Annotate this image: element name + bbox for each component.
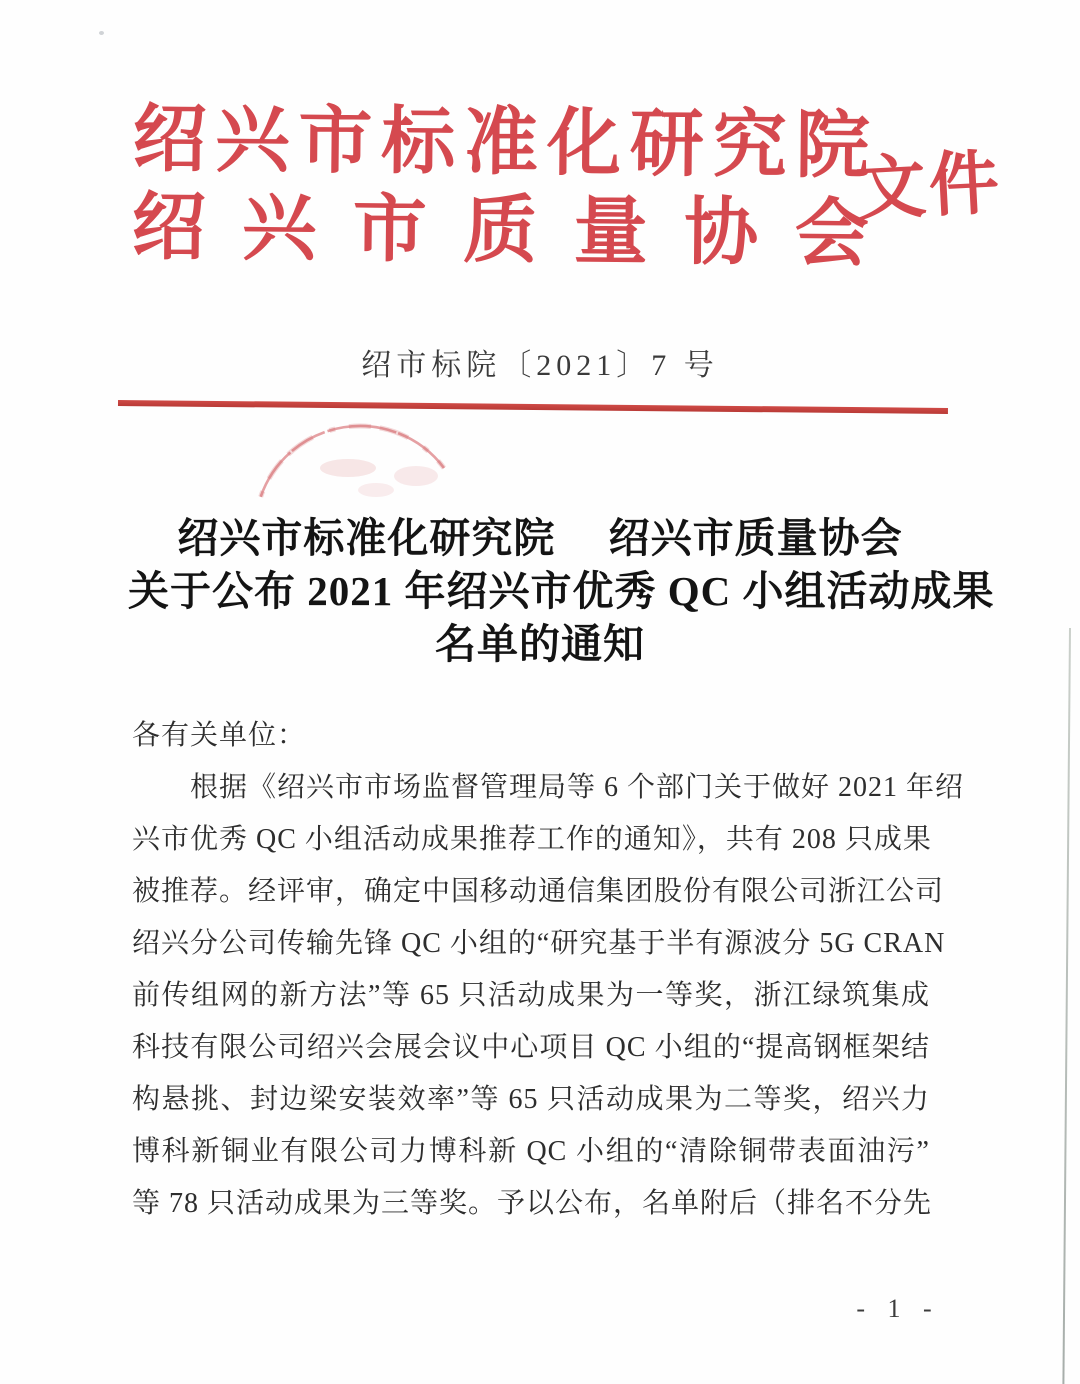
letterhead-divider-rule [118,400,948,414]
scan-edge-line [1062,628,1071,1384]
body-line: 等 78 只活动成果为三等奖。予以公布，名单附后（排名不分先 [132,1188,933,1219]
org-name-line2: 绍 兴 市 质 量 协 会 [131,186,870,277]
body-line: 绍兴分公司传输先锋 QC 小组的“研究基于半有源波分 5G CRAN [132,928,946,959]
scan-speck [99,31,104,35]
salutation: 各有关单位： [132,720,307,751]
letterhead [131,96,870,279]
doc-type-label: 文件 [854,145,1004,230]
doc-number: 绍市标院〔2021〕7 号 [361,349,719,382]
body-line: 兴市优秀 QC 小组活动成果推荐工作的通知》，共有 208 只成果 [132,824,932,855]
body-line: 科技有限公司绍兴会展会议中心项目 QC 小组的“提高钢框架结 [132,1032,930,1063]
page-number: - 1 - [856,1294,940,1323]
body-line: 博科新铜业有限公司力博科新 QC 小组的“清除铜带表面油污” [132,1136,930,1167]
notice-title [128,512,995,671]
notice-title-line2: 关于公布 2021 年绍兴市优秀 QC 小组活动成果 [128,568,995,614]
body-line: 构悬挑、封边梁安装效率”等 65 只活动成果为二等奖，绍兴力 [132,1084,930,1115]
body-line: 前传组网的新方法”等 65 只活动成果为一等奖，浙江绿筑集成 [132,980,930,1011]
org-name-line1: 绍 兴 市 标 准 化 研 究 院 [132,98,870,189]
body-line: 根据《绍兴市市场监督管理局等 6 个部门关于做好 2021 年绍 [190,772,965,803]
notice-body [132,710,965,1230]
notice-title-line1: 绍兴市标准化研究院 绍兴市质量协会 [177,515,903,561]
notice-title-line3: 名单的通知 [435,621,645,667]
body-line: 被推荐。经评审，确定中国移动通信集团股份有限公司浙江公司 [132,876,945,907]
